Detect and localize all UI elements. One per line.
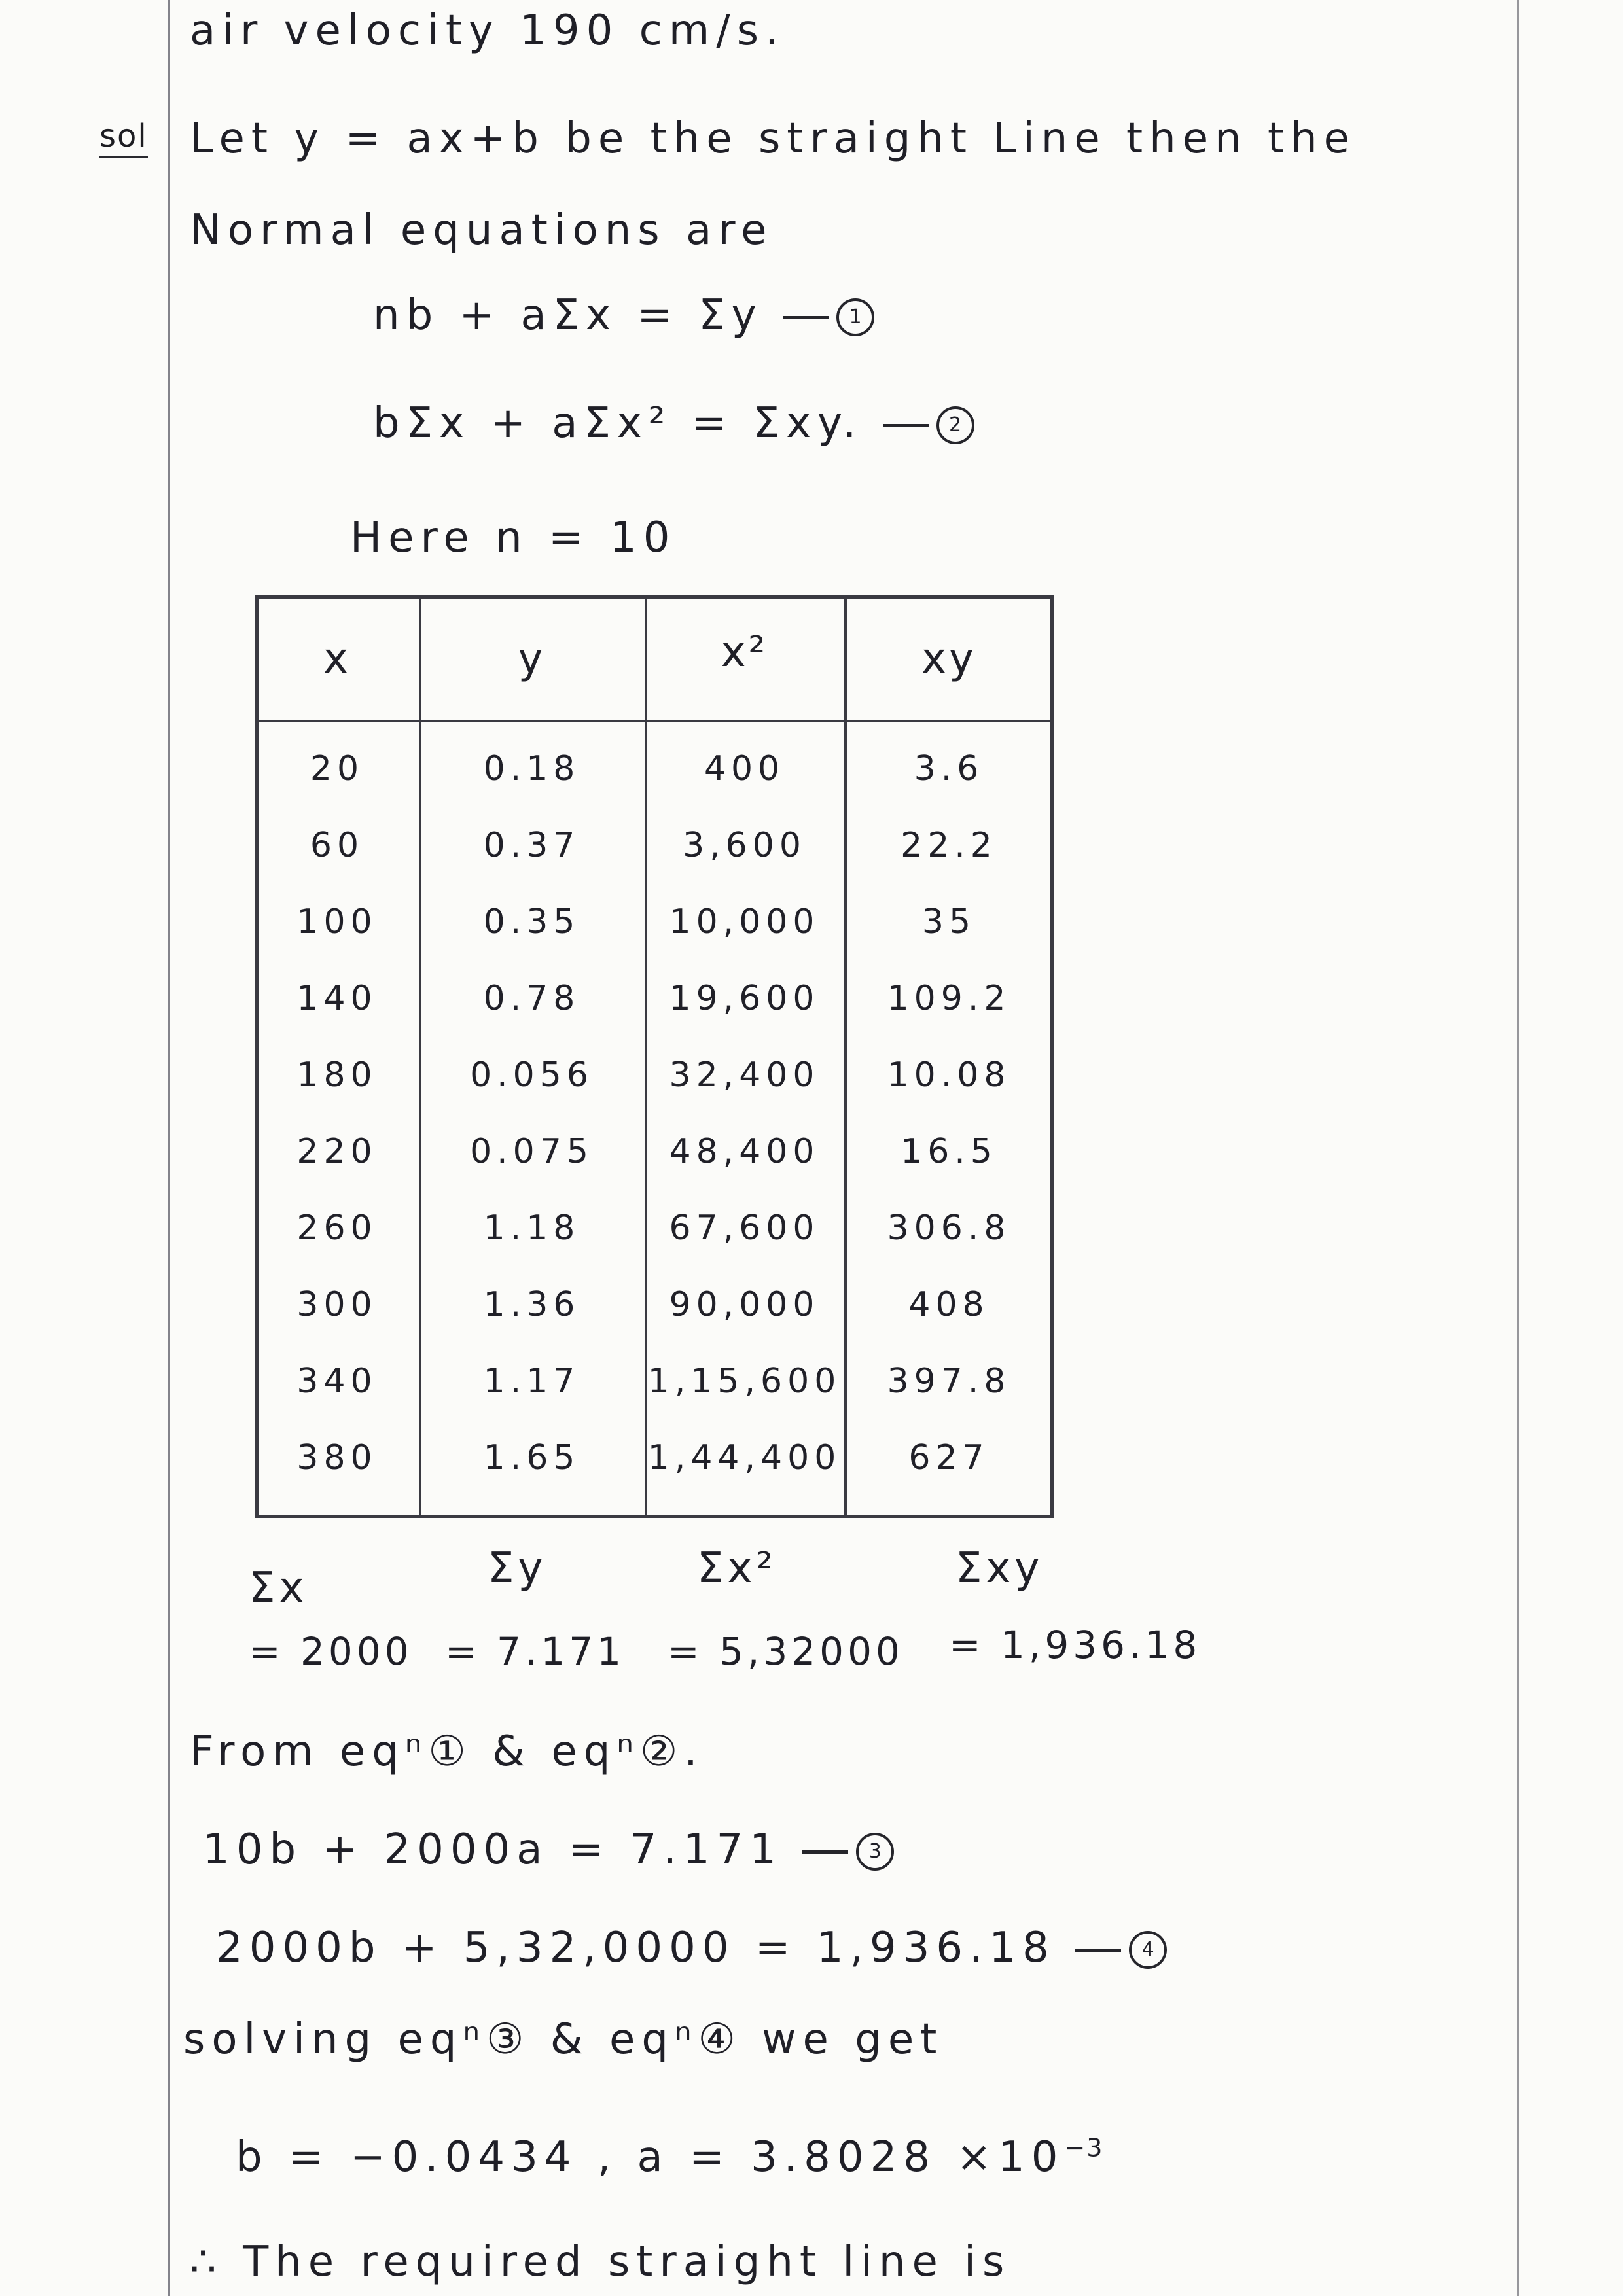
dash-mark: [783, 316, 829, 319]
cell-x: 60: [310, 826, 365, 865]
dash-mark: [802, 1850, 848, 1854]
here-n-line: Here n = 10: [350, 514, 677, 562]
cell-xy: 627: [908, 1438, 990, 1477]
header-y: y: [518, 635, 546, 683]
solving-line: solving eqⁿ③ & eqⁿ④ we get: [183, 2015, 944, 2064]
cell-x-squared: 3,600: [683, 826, 806, 865]
cell-y: 0.075: [470, 1132, 594, 1171]
cell-x: 380: [296, 1438, 378, 1477]
result-a: , a = 3.8028 ×10: [597, 2133, 1065, 2181]
equation-3-ref: 3: [856, 1833, 894, 1871]
cell-x: 20: [310, 749, 365, 788]
cell-x-squared: 90,000: [669, 1285, 820, 1324]
cell-y: 1.65: [483, 1438, 580, 1477]
cell-xy: 306.8: [887, 1209, 1011, 1248]
data-table: [255, 595, 1054, 1518]
cell-y: 0.37: [483, 826, 580, 865]
equation-4-text: 2000b + 5,32,0000 = 1,936.18: [216, 1924, 1056, 1972]
equation-4: [216, 1924, 1167, 1972]
air-velocity-line: air velocity 190 cm/s.: [190, 7, 785, 55]
sum-xy-label: Σxy: [955, 1544, 1044, 1593]
cell-x-squared: 48,400: [669, 1132, 820, 1171]
header-xy: xy: [921, 635, 976, 683]
sum-x-squared-label: Σx²: [697, 1544, 777, 1593]
equation-3: [203, 1826, 894, 1874]
sum-x-squared-value: = 5,32000: [668, 1629, 904, 1674]
header-x-squared: x²: [721, 628, 768, 677]
cell-x-squared: 19,600: [669, 979, 820, 1018]
final-line: ∴ The required straight line is: [190, 2238, 1011, 2286]
cell-xy: 22.2: [901, 826, 997, 865]
left-margin-line: [168, 0, 170, 2296]
cell-xy: 35: [921, 902, 976, 942]
cell-y: 0.78: [483, 979, 580, 1018]
cell-xy: 408: [908, 1285, 990, 1324]
equation-4-ref: 4: [1129, 1931, 1167, 1969]
cell-x-squared: 67,600: [669, 1209, 820, 1248]
header-x: x: [323, 635, 351, 683]
cell-xy: 10.08: [887, 1055, 1011, 1095]
cell-x: 180: [296, 1055, 378, 1095]
dash-mark: [1075, 1949, 1121, 1952]
from-equations-line: From eqⁿ① & eqⁿ②.: [190, 1727, 704, 1776]
cell-x-squared: 32,400: [669, 1055, 820, 1095]
equation-2-ref: 2: [936, 406, 974, 444]
equation-1: [373, 291, 874, 340]
cell-x-squared: 1,44,400: [647, 1438, 842, 1477]
dash-mark: [883, 424, 929, 427]
cell-x: 260: [296, 1209, 378, 1248]
sum-xy-value: = 1,936.18: [949, 1623, 1202, 1667]
equation-2-text: bΣx + aΣx² = Σxy.: [373, 399, 863, 448]
equation-1-ref: 1: [836, 298, 874, 336]
cell-y: 0.056: [470, 1055, 594, 1095]
cell-y: 0.18: [483, 749, 580, 788]
sum-y-value: = 7.171: [445, 1629, 626, 1674]
cell-x: 220: [296, 1132, 378, 1171]
cell-xy: 16.5: [901, 1132, 997, 1171]
cell-y: 0.35: [483, 902, 580, 942]
cell-y: 1.18: [483, 1209, 580, 1248]
sum-x-value: = 2000: [249, 1629, 413, 1674]
cell-x: 340: [296, 1362, 378, 1401]
cell-x-squared: 10,000: [669, 902, 820, 942]
header-divider: [255, 720, 1054, 722]
equation-1-text: nb + aΣx = Σy: [373, 291, 763, 340]
normal-equations-line: Normal equations are: [190, 206, 774, 255]
cell-y: 1.17: [483, 1362, 580, 1401]
sum-y-label: Σy: [488, 1544, 547, 1593]
equation-3-text: 10b + 2000a = 7.171: [203, 1826, 783, 1874]
result-exponent: −3: [1064, 2133, 1104, 2163]
cell-xy: 109.2: [887, 979, 1011, 1018]
let-line: Let y = ax+b be the straight Line then the: [190, 115, 1356, 163]
cell-x: 100: [296, 902, 378, 942]
result-b: b = −0.0434: [236, 2133, 578, 2181]
cell-x: 140: [296, 979, 378, 1018]
cell-x-squared: 1,15,600: [647, 1362, 842, 1401]
solution-mark: sol: [99, 118, 148, 158]
cell-xy: 397.8: [887, 1362, 1011, 1401]
cell-x: 300: [296, 1285, 378, 1324]
right-margin-line: [1517, 0, 1519, 2296]
cell-y: 1.36: [483, 1285, 580, 1324]
cell-xy: 3.6: [914, 749, 984, 788]
sum-x-label: Σx: [249, 1564, 308, 1612]
cell-x-squared: 400: [704, 749, 785, 788]
result-line: [236, 2133, 1103, 2181]
equation-2: [373, 399, 974, 448]
